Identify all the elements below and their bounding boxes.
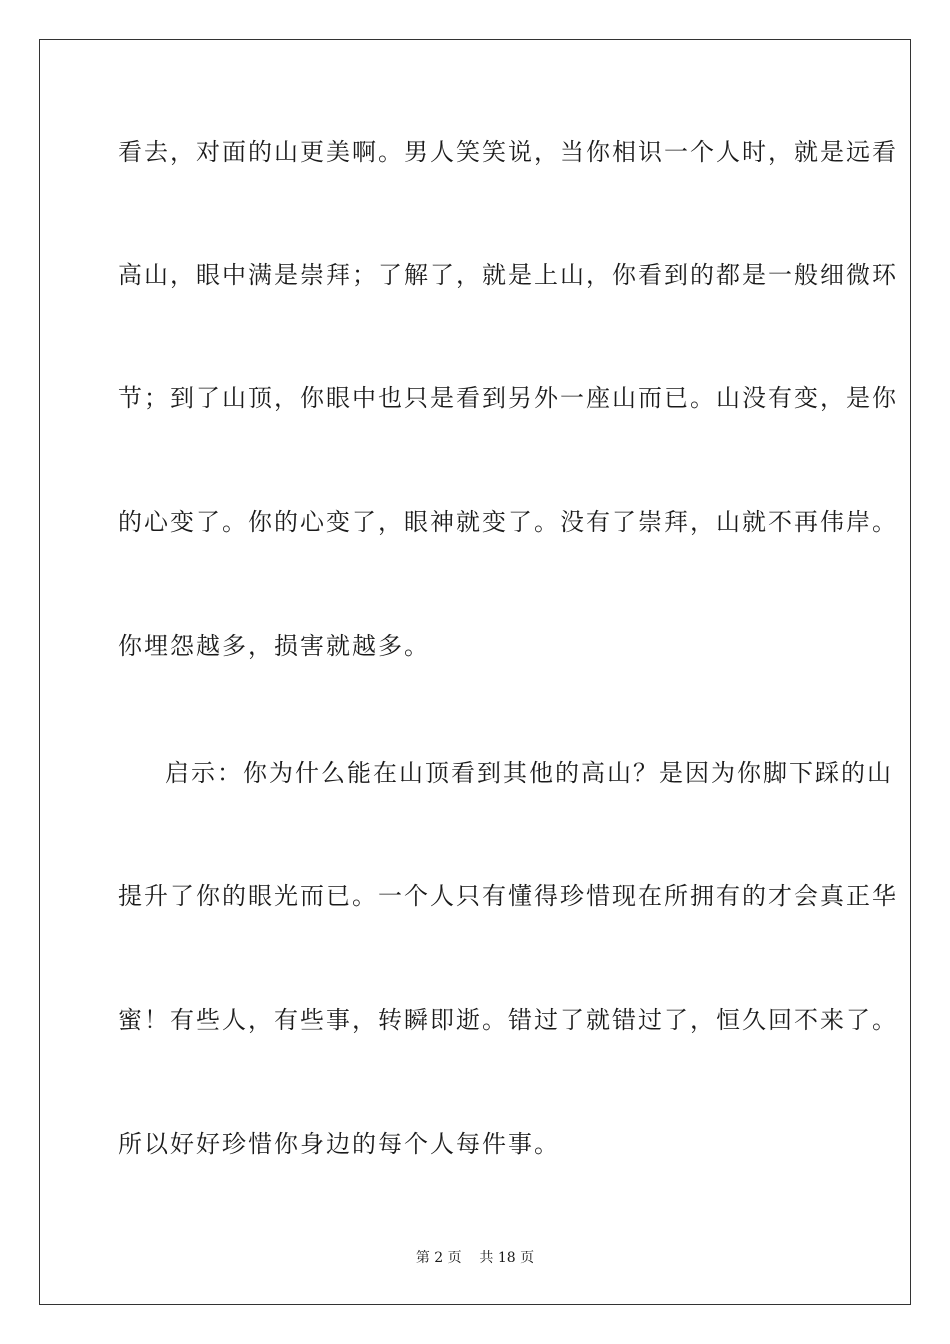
page-number-footer: 第 2 页 共 18 页 <box>415 1250 535 1266</box>
paragraph-line: 节；到了山顶，你眼中也只是看到另外一座山而已。山没有变，是你 <box>118 384 898 412</box>
page-border <box>39 39 911 1305</box>
paragraph-line: 看去，对面的山更美啊。男人笑笑说，当你相识一个人时，就是远看 <box>118 138 898 166</box>
paragraph-line: 你埋怨越多，损害就越多。 <box>118 632 430 660</box>
paragraph-line: 的心变了。你的心变了，眼神就变了。没有了崇拜，山就不再伟岸。 <box>118 508 898 536</box>
paragraph-line: 提升了你的眼光而已。一个人只有懂得珍惜现在所拥有的才会真正华 <box>118 882 898 910</box>
paragraph-line: 所以好好珍惜你身边的每个人每件事。 <box>118 1130 560 1158</box>
paragraph-line: 高山，眼中满是崇拜；了解了，就是上山，你看到的都是一般细微环 <box>118 261 898 289</box>
paragraph-line: 蜜！有些人，有些事，转瞬即逝。错过了就错过了，恒久回不来了。 <box>118 1006 898 1034</box>
paragraph-line: 启示：你为什么能在山顶看到其他的高山？是因为你脚下踩的山 <box>165 759 893 787</box>
